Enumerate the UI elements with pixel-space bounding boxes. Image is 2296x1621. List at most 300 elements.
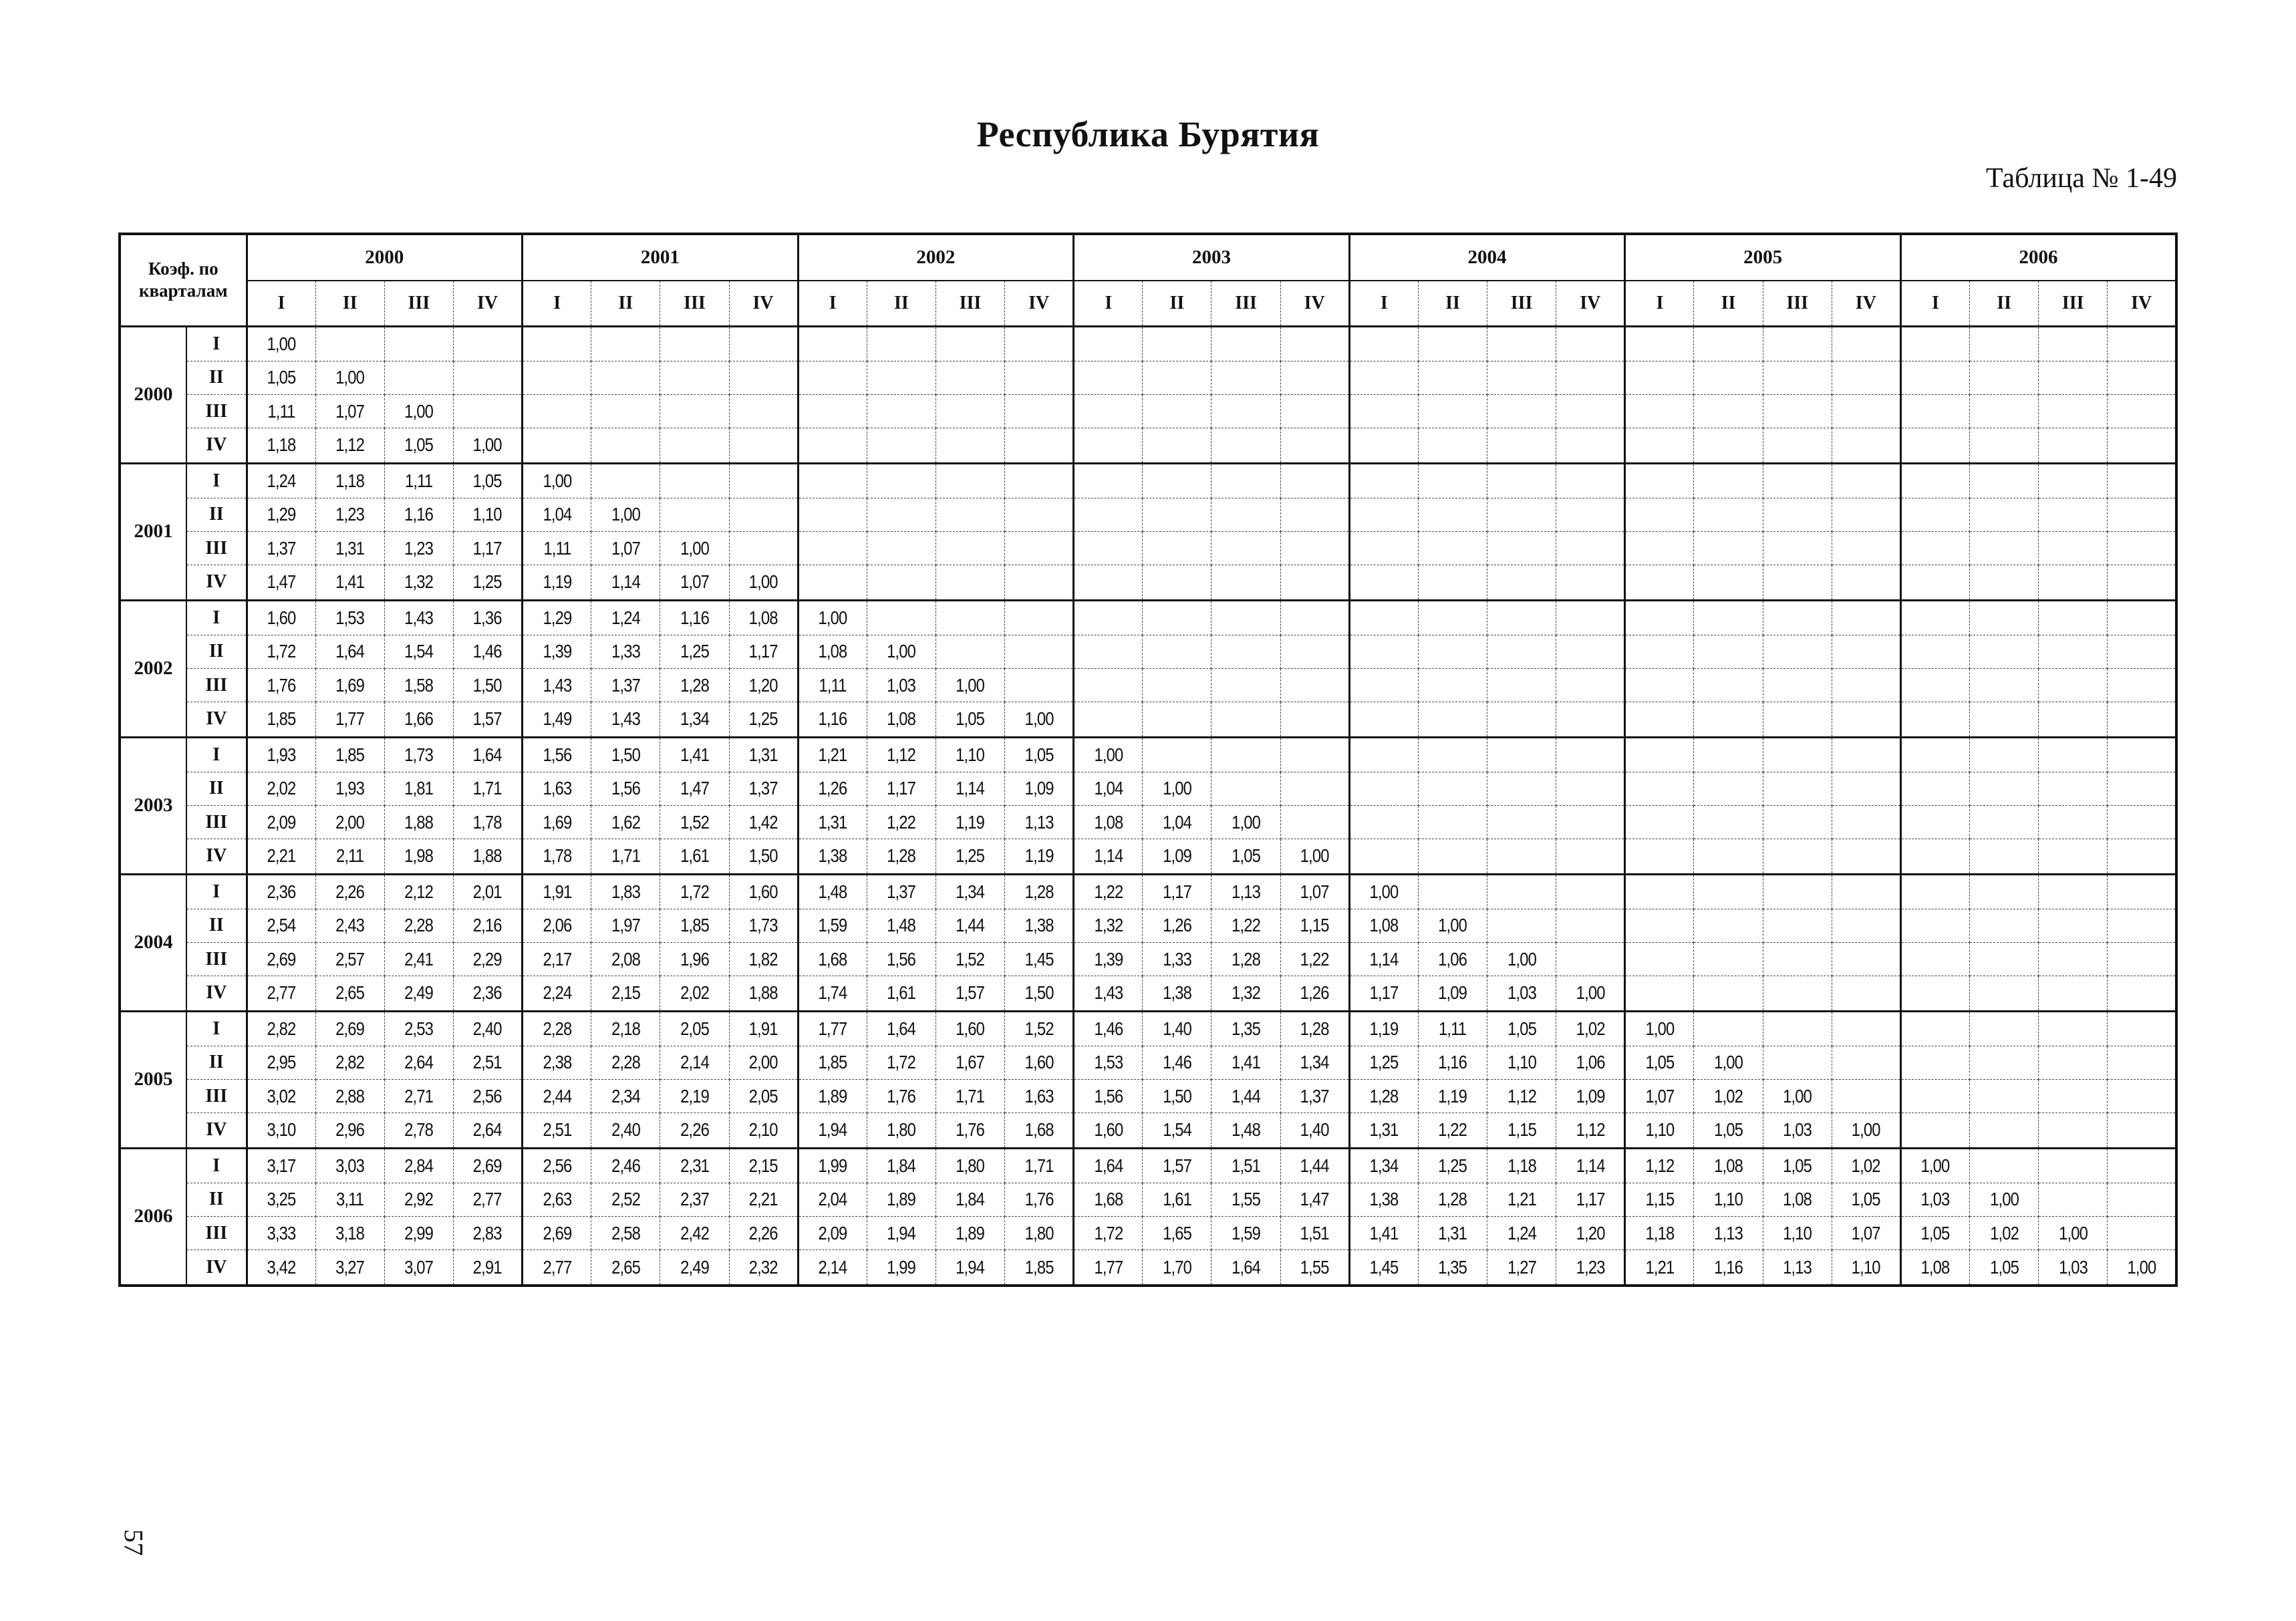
empty-cell <box>1561 806 1620 839</box>
coefficient-cell: 1,73 <box>734 909 793 942</box>
coefficient-cell: 1,72 <box>1079 1217 1137 1250</box>
coefficient-cell: 2,46 <box>596 1148 655 1183</box>
quarter-header: IV <box>2108 281 2176 326</box>
coefficient-cell: 1,32 <box>1217 976 1276 1011</box>
empty-cell <box>1906 943 1965 976</box>
empty-cell <box>1906 909 1965 942</box>
empty-cell <box>666 428 724 463</box>
corner-header <box>120 234 247 326</box>
empty-cell <box>1975 428 2033 463</box>
empty-cell <box>2043 361 2102 394</box>
coefficient-cell: 1,00 <box>1217 806 1276 839</box>
empty-cell <box>803 463 862 498</box>
coefficient-cell: 2,15 <box>596 976 655 1011</box>
empty-cell <box>1010 532 1068 565</box>
empty-cell <box>1423 463 1482 498</box>
row-quarter-label: IV <box>186 1250 247 1286</box>
coefficient-cell: 2,24 <box>527 976 586 1011</box>
coefficient-cell: 1,41 <box>1217 1046 1276 1079</box>
coefficient-cell: 1,72 <box>252 635 311 668</box>
year-header: 2004 <box>1349 234 1625 281</box>
empty-cell <box>1079 600 1137 635</box>
coefficient-cell: 1,00 <box>458 428 517 463</box>
empty-cell <box>1837 874 1896 909</box>
coefficient-cell: 2,26 <box>734 1217 793 1250</box>
empty-cell <box>1699 361 1758 394</box>
empty-cell <box>941 498 1000 531</box>
empty-cell <box>2113 498 2172 531</box>
coefficient-cell: 1,78 <box>527 839 586 874</box>
coefficient-cell: 2,26 <box>321 874 380 909</box>
empty-cell <box>1079 428 1137 463</box>
empty-cell <box>1148 565 1207 600</box>
coefficient-cell: 2,65 <box>321 976 380 1011</box>
coefficient-cell: 1,64 <box>321 635 380 668</box>
row-quarter-label: II <box>186 909 247 942</box>
empty-cell <box>1217 532 1276 565</box>
coefficient-cell: 2,82 <box>252 1011 311 1046</box>
empty-cell <box>1492 532 1551 565</box>
empty-cell <box>2043 600 2102 635</box>
coefficient-cell: 1,55 <box>1217 1183 1276 1216</box>
row-quarter-label: IV <box>186 1113 247 1148</box>
coefficient-cell: 1,00 <box>1010 702 1068 737</box>
empty-cell <box>1699 669 1758 702</box>
coefficient-cell: 1,94 <box>872 1217 931 1250</box>
empty-cell <box>1354 463 1413 498</box>
coefficient-cell: 1,08 <box>1354 909 1413 942</box>
empty-cell <box>596 428 655 463</box>
empty-cell <box>941 600 1000 635</box>
coefficient-cell: 1,00 <box>1975 1183 2033 1216</box>
coefficient-cell: 1,05 <box>1630 1046 1689 1079</box>
empty-cell <box>2043 498 2102 531</box>
coefficient-cell: 1,25 <box>458 565 517 600</box>
coefficient-cell: 2,56 <box>527 1148 586 1183</box>
coefficient-cell: 1,05 <box>1837 1183 1896 1216</box>
coefficient-cell: 2,83 <box>458 1217 517 1250</box>
row-year-label: 2003 <box>120 737 186 874</box>
coefficient-cell: 1,10 <box>1768 1217 1827 1250</box>
coefficient-cell: 1,05 <box>941 702 1000 737</box>
empty-cell <box>1906 737 1965 772</box>
row-quarter-label: I <box>186 737 247 772</box>
row-quarter-label: III <box>186 532 247 565</box>
coefficient-cell: 1,02 <box>1975 1217 2033 1250</box>
coefficient-cell: 1,23 <box>1561 1250 1620 1286</box>
row-quarter-label: III <box>186 806 247 839</box>
empty-cell <box>1906 532 1965 565</box>
coefficient-cell: 1,14 <box>1079 839 1137 874</box>
empty-cell <box>1286 498 1344 531</box>
empty-cell <box>1975 1011 2033 1046</box>
empty-cell <box>1837 1046 1896 1079</box>
empty-cell <box>1768 772 1827 805</box>
empty-cell <box>2043 702 2102 737</box>
row-quarter-label: I <box>186 326 247 361</box>
coefficient-cell: 2,78 <box>390 1113 448 1148</box>
empty-cell <box>2043 532 2102 565</box>
empty-cell <box>1148 463 1207 498</box>
coefficient-cell: 2,16 <box>458 909 517 942</box>
coefficient-cell: 1,51 <box>1286 1217 1344 1250</box>
empty-cell <box>1975 498 2033 531</box>
coefficient-cell: 1,78 <box>458 806 517 839</box>
coefficient-cell: 2,00 <box>321 806 380 839</box>
empty-cell <box>1217 326 1276 361</box>
coefficient-cell: 1,21 <box>1492 1183 1551 1216</box>
quarter-header: II <box>1694 281 1763 326</box>
coefficient-cell: 1,03 <box>1768 1113 1827 1148</box>
empty-cell <box>2043 1148 2102 1183</box>
empty-cell <box>1906 428 1965 463</box>
coefficient-cell: 1,38 <box>1010 909 1068 942</box>
quarter-header: IV <box>1280 281 1349 326</box>
empty-cell <box>1837 395 1896 428</box>
empty-cell <box>1906 1046 1965 1079</box>
empty-cell <box>1906 1011 1965 1046</box>
coefficient-cell: 2,51 <box>527 1113 586 1148</box>
coefficient-cell: 1,57 <box>1148 1148 1207 1183</box>
empty-cell <box>1975 395 2033 428</box>
empty-cell <box>1423 361 1482 394</box>
empty-cell <box>2043 395 2102 428</box>
coefficient-cell: 1,32 <box>1079 909 1137 942</box>
coefficient-cell: 1,98 <box>390 839 448 874</box>
coefficient-cell: 2,77 <box>527 1250 586 1286</box>
coefficient-cell: 1,59 <box>1217 1217 1276 1250</box>
coefficient-cell: 1,76 <box>941 1113 1000 1148</box>
coefficient-cell: 1,19 <box>1010 839 1068 874</box>
empty-cell <box>1768 463 1827 498</box>
empty-cell <box>1837 326 1896 361</box>
empty-cell <box>1630 326 1689 361</box>
coefficient-cell: 2,21 <box>252 839 311 874</box>
empty-cell <box>1837 463 1896 498</box>
empty-cell <box>1217 772 1276 805</box>
coefficient-cell: 2,29 <box>458 943 517 976</box>
empty-cell <box>1286 737 1344 772</box>
row-quarter-label: IV <box>186 702 247 737</box>
coefficient-cell: 2,05 <box>666 1011 724 1046</box>
coefficient-cell: 1,00 <box>1354 874 1413 909</box>
empty-cell <box>941 565 1000 600</box>
coefficient-cell: 1,02 <box>1837 1148 1896 1183</box>
empty-cell <box>1975 1113 2033 1148</box>
empty-cell <box>1837 361 1896 394</box>
coefficient-cell: 1,62 <box>596 806 655 839</box>
empty-cell <box>941 326 1000 361</box>
coefficient-cell: 2,63 <box>527 1183 586 1216</box>
empty-cell <box>1768 1011 1827 1046</box>
coefficient-cell: 1,00 <box>1561 976 1620 1011</box>
empty-cell <box>1286 702 1344 737</box>
empty-cell <box>1699 600 1758 635</box>
row-quarter-label: IV <box>186 839 247 874</box>
coefficient-cell: 2,92 <box>390 1183 448 1216</box>
coefficient-cell: 2,28 <box>527 1011 586 1046</box>
empty-cell <box>1837 839 1896 874</box>
coefficient-cell: 1,00 <box>1906 1148 1965 1183</box>
coefficient-cell: 1,40 <box>1286 1113 1344 1148</box>
empty-cell <box>1217 361 1276 394</box>
coefficient-cell: 1,05 <box>252 361 311 394</box>
coefficient-cell: 2,19 <box>666 1080 724 1113</box>
empty-cell <box>1492 737 1551 772</box>
empty-cell <box>1630 943 1689 976</box>
empty-cell <box>1492 772 1551 805</box>
empty-cell <box>1699 1011 1758 1046</box>
empty-cell <box>1906 463 1965 498</box>
empty-cell <box>1699 463 1758 498</box>
page-number: 57 <box>118 1529 149 1556</box>
empty-cell <box>1217 635 1276 668</box>
empty-cell <box>1699 737 1758 772</box>
empty-cell <box>596 395 655 428</box>
coefficient-cell: 1,54 <box>390 635 448 668</box>
empty-cell <box>1354 839 1413 874</box>
row-year-label: 2000 <box>120 326 186 463</box>
coefficient-cell: 1,64 <box>458 737 517 772</box>
coefficient-cell: 1,00 <box>1630 1011 1689 1046</box>
coefficient-cell: 1,12 <box>1492 1080 1551 1113</box>
empty-cell <box>1975 1080 2033 1113</box>
coefficient-cell: 2,36 <box>458 976 517 1011</box>
coefficient-cell: 1,89 <box>941 1217 1000 1250</box>
coefficient-cell: 1,99 <box>872 1250 931 1286</box>
coefficient-cell: 1,00 <box>666 532 724 565</box>
empty-cell <box>941 361 1000 394</box>
empty-cell <box>1699 909 1758 942</box>
empty-cell <box>1492 702 1551 737</box>
empty-cell <box>1630 737 1689 772</box>
coefficient-cell: 1,93 <box>321 772 380 805</box>
coefficient-cell: 1,20 <box>1561 1217 1620 1250</box>
quarter-header: III <box>1763 281 1832 326</box>
empty-cell <box>1492 669 1551 702</box>
empty-cell <box>2043 565 2102 600</box>
empty-cell <box>2113 326 2172 361</box>
coefficient-cell: 1,10 <box>941 737 1000 772</box>
empty-cell <box>1906 498 1965 531</box>
coefficient-cell: 1,40 <box>1148 1011 1207 1046</box>
empty-cell <box>2043 1183 2102 1216</box>
coefficient-cell: 1,16 <box>666 600 724 635</box>
coefficient-cell: 1,00 <box>2113 1250 2172 1286</box>
empty-cell <box>1423 874 1482 909</box>
empty-cell <box>872 326 931 361</box>
empty-cell <box>2043 806 2102 839</box>
empty-cell <box>1354 806 1413 839</box>
coefficient-cell: 1,68 <box>1079 1183 1137 1216</box>
empty-cell <box>2113 839 2172 874</box>
coefficient-cell: 1,05 <box>1010 737 1068 772</box>
coefficient-cell: 2,09 <box>803 1217 862 1250</box>
coefficient-cell: 1,29 <box>252 498 311 531</box>
empty-cell <box>1975 772 2033 805</box>
empty-cell <box>734 463 793 498</box>
empty-cell <box>1148 532 1207 565</box>
coefficient-cell: 1,37 <box>872 874 931 909</box>
empty-cell <box>1975 361 2033 394</box>
coefficient-cell: 1,49 <box>527 702 586 737</box>
coefficient-cell: 2,64 <box>458 1113 517 1148</box>
coefficient-cell: 1,16 <box>1699 1250 1758 1286</box>
empty-cell <box>1561 326 1620 361</box>
coefficient-cell: 1,09 <box>1010 772 1068 805</box>
empty-cell <box>1354 498 1413 531</box>
empty-cell <box>1561 839 1620 874</box>
empty-cell <box>1975 874 2033 909</box>
row-quarter-label: I <box>186 874 247 909</box>
empty-cell <box>1837 943 1896 976</box>
empty-cell <box>2043 943 2102 976</box>
coefficient-cell: 1,43 <box>527 669 586 702</box>
coefficient-cell: 3,17 <box>252 1148 311 1183</box>
coefficient-cell: 1,25 <box>1423 1148 1482 1183</box>
empty-cell <box>1079 463 1137 498</box>
coefficient-cell: 1,31 <box>734 737 793 772</box>
empty-cell <box>1561 772 1620 805</box>
empty-cell <box>1768 702 1827 737</box>
coefficient-cell: 1,50 <box>1010 976 1068 1011</box>
coefficient-cell: 1,34 <box>1354 1148 1413 1183</box>
empty-cell <box>1906 326 1965 361</box>
empty-cell <box>1561 498 1620 531</box>
row-quarter-label: II <box>186 361 247 394</box>
empty-cell <box>1699 428 1758 463</box>
empty-cell <box>803 428 862 463</box>
coefficient-cell: 1,43 <box>390 600 448 635</box>
empty-cell <box>734 498 793 531</box>
coefficient-cell: 1,05 <box>1217 839 1276 874</box>
coefficient-cell: 1,07 <box>666 565 724 600</box>
coefficient-cell: 2,09 <box>252 806 311 839</box>
coefficient-cell: 1,16 <box>1423 1046 1482 1079</box>
coefficient-cell: 1,22 <box>872 806 931 839</box>
quarter-header: IV <box>729 281 798 326</box>
coefficient-cell: 1,59 <box>803 909 862 942</box>
empty-cell <box>596 361 655 394</box>
coefficient-cell: 1,33 <box>1148 943 1207 976</box>
coefficient-cell: 1,19 <box>941 806 1000 839</box>
coefficient-cell: 1,22 <box>1286 943 1344 976</box>
empty-cell <box>2113 1217 2172 1250</box>
coefficient-cell: 2,71 <box>390 1080 448 1113</box>
coefficient-cell: 1,22 <box>1079 874 1137 909</box>
coefficient-cell: 1,13 <box>1768 1250 1827 1286</box>
empty-cell <box>1423 326 1482 361</box>
empty-cell <box>803 565 862 600</box>
empty-cell <box>2113 428 2172 463</box>
coefficient-cell: 2,32 <box>734 1250 793 1286</box>
empty-cell <box>1286 326 1344 361</box>
coefficient-cell: 1,03 <box>872 669 931 702</box>
empty-cell <box>1561 943 1620 976</box>
coefficient-cell: 1,71 <box>458 772 517 805</box>
coefficient-cell: 1,61 <box>872 976 931 1011</box>
table-number: Таблица № 1-49 <box>1985 163 2177 194</box>
empty-cell <box>1423 737 1482 772</box>
empty-cell <box>1630 874 1689 909</box>
empty-cell <box>1423 806 1482 839</box>
coefficient-cell: 1,96 <box>666 943 724 976</box>
coefficient-cell: 1,05 <box>1492 1011 1551 1046</box>
coefficient-cell: 1,47 <box>252 565 311 600</box>
empty-cell <box>1423 702 1482 737</box>
coefficient-cell: 1,99 <box>803 1148 862 1183</box>
coefficient-cell: 1,09 <box>1561 1080 1620 1113</box>
empty-cell <box>1217 463 1276 498</box>
coefficient-cell: 1,11 <box>390 463 448 498</box>
empty-cell <box>941 635 1000 668</box>
empty-cell <box>872 498 931 531</box>
empty-cell <box>2113 669 2172 702</box>
coefficient-cell: 1,33 <box>596 635 655 668</box>
coefficient-cell: 2,69 <box>252 943 311 976</box>
coefficient-cell: 1,80 <box>872 1113 931 1148</box>
empty-cell <box>1286 669 1344 702</box>
quarter-header: IV <box>453 281 522 326</box>
quarter-header: IV <box>1005 281 1074 326</box>
coefficient-cell: 1,37 <box>1286 1080 1344 1113</box>
coefficient-cell: 1,64 <box>1079 1148 1137 1183</box>
empty-cell <box>1217 428 1276 463</box>
empty-cell <box>872 463 931 498</box>
year-header: 2001 <box>523 234 799 281</box>
coefficient-cell: 1,56 <box>872 943 931 976</box>
empty-cell <box>1561 909 1620 942</box>
empty-cell <box>1423 669 1482 702</box>
empty-cell <box>1768 669 1827 702</box>
empty-cell <box>872 565 931 600</box>
row-quarter-label: I <box>186 1148 247 1183</box>
empty-cell <box>458 326 517 361</box>
coefficient-cell: 2,44 <box>527 1080 586 1113</box>
empty-cell <box>1699 839 1758 874</box>
coefficient-cell: 1,46 <box>458 635 517 668</box>
empty-cell <box>2113 737 2172 772</box>
coefficient-cell: 1,60 <box>1079 1113 1137 1148</box>
year-header: 2002 <box>798 234 1074 281</box>
coefficient-cell: 3,10 <box>252 1113 311 1148</box>
coefficient-cell: 2,88 <box>321 1080 380 1113</box>
coefficient-cell: 1,71 <box>1010 1148 1068 1183</box>
empty-cell <box>1148 361 1207 394</box>
coefficient-cell: 1,32 <box>390 565 448 600</box>
empty-cell <box>1217 565 1276 600</box>
coefficient-cell: 1,70 <box>1148 1250 1207 1286</box>
coefficient-cell: 1,19 <box>1423 1080 1482 1113</box>
empty-cell <box>1837 635 1896 668</box>
coefficient-cell: 1,07 <box>1837 1217 1896 1250</box>
empty-cell <box>1492 909 1551 942</box>
empty-cell <box>941 532 1000 565</box>
empty-cell <box>1768 565 1827 600</box>
empty-cell <box>1837 1011 1896 1046</box>
coefficient-cell: 1,15 <box>1630 1183 1689 1216</box>
empty-cell <box>2043 874 2102 909</box>
quarter-header: I <box>1900 281 1969 326</box>
empty-cell <box>1837 532 1896 565</box>
coefficient-cell: 1,29 <box>527 600 586 635</box>
coefficient-cell: 1,15 <box>1492 1113 1551 1148</box>
quarter-header: I <box>1625 281 1694 326</box>
quarter-header: II <box>1143 281 1211 326</box>
empty-cell <box>734 428 793 463</box>
empty-cell <box>1699 772 1758 805</box>
empty-cell <box>803 326 862 361</box>
